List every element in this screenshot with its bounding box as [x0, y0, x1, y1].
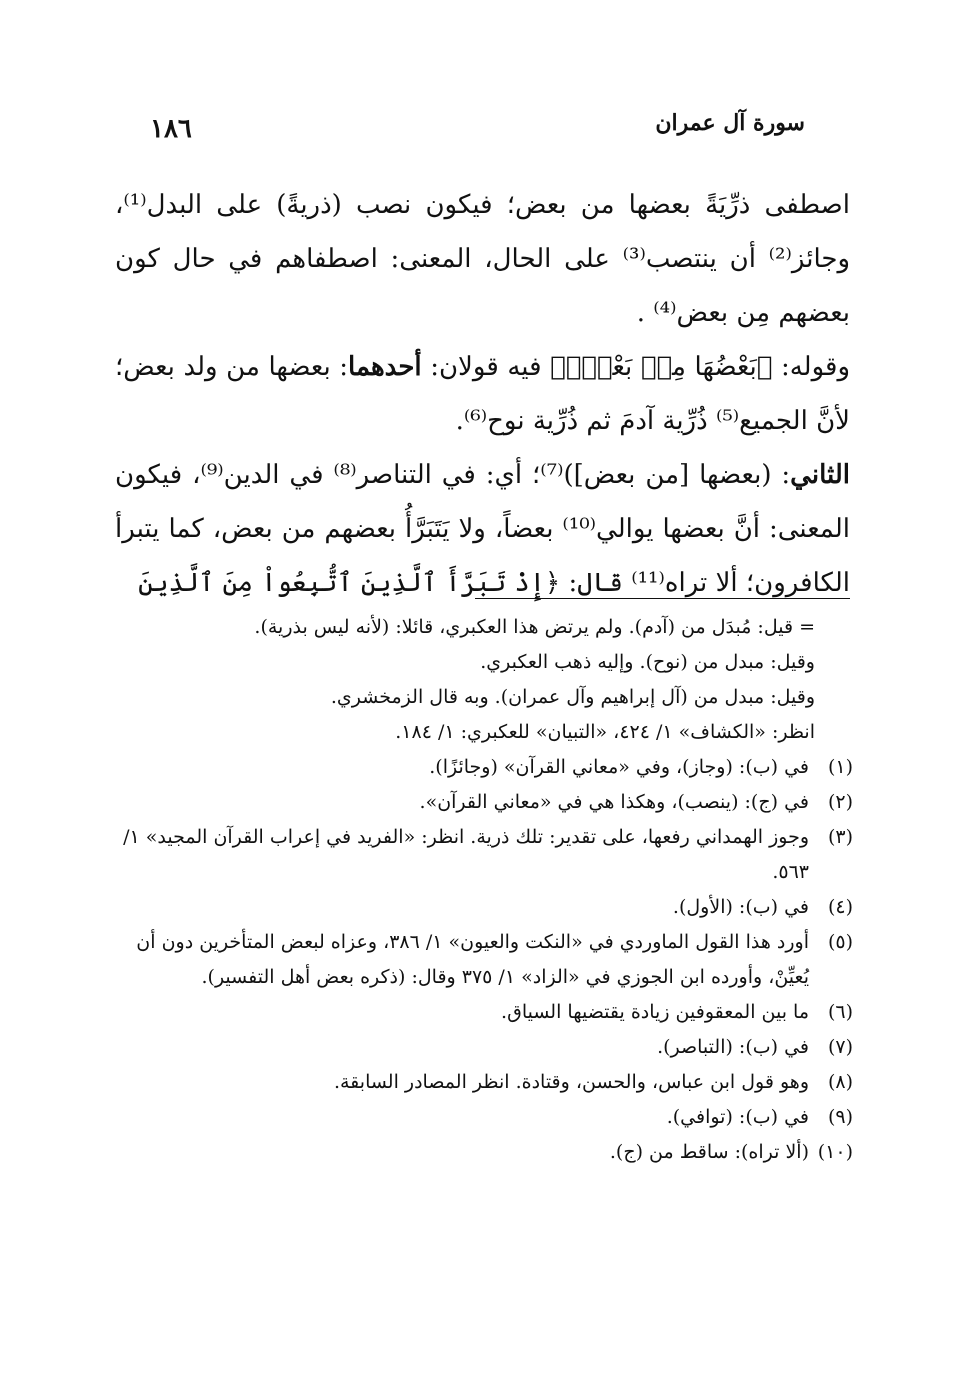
paragraph-2-lead: وقوله: ﴿بَعْضُهَا مِنۢ بَعْضٍۗ﴾ فيه قولان: [430, 352, 850, 382]
footnote [115, 1100, 853, 1135]
first-opinion-label: أحدهما [348, 352, 422, 382]
footnote-text: في (ب): (الأول). [672, 896, 809, 918]
footnote-text: في (ب): (وجاز)، وفي «معاني القرآن» (وجائزًا). [429, 756, 809, 778]
footnote-divider [475, 598, 850, 599]
footnote [115, 1135, 853, 1170]
footnote-number: (٩) [827, 1106, 853, 1128]
footnote-continued-line: وقيل: مبدل من (نوح). وإليه ذهب العكبري. [480, 651, 815, 673]
footnote-text: في (ب): (توافي). [666, 1106, 809, 1128]
footnote-number: (٣) [827, 826, 853, 848]
footnote-number: (٤) [827, 896, 853, 918]
paragraph-2 [115, 340, 850, 448]
footnote-continued-line: وقيل: مبدل من (آل إبراهيم وآل عمران). وبه قال الزمخشري. [330, 686, 815, 708]
paragraph-3 [115, 448, 850, 610]
footnote-text: في (ج): (ينصب)، وهكذا هي في «معاني القرآن». [419, 791, 809, 813]
footnote [115, 750, 853, 785]
footnote-number: (٥) [827, 931, 853, 953]
footnotes [115, 610, 853, 1170]
main-text [115, 178, 850, 610]
footnote-number: (١٠) [817, 1141, 853, 1163]
footnote [115, 1030, 853, 1065]
footnote [115, 890, 853, 925]
footnote-text: (ألا تراه): ساقط من (ج). [609, 1141, 809, 1163]
surah-title: سورة آل عمران [655, 110, 805, 136]
paragraph-2-rest: : بعضها من ولد بعض؛ لأنَّ الجميع⁽⁵⁾ ذُرِّية آدمَ ثم ذُرِّية نوح⁽⁶⁾. [115, 352, 850, 436]
footnote-text: أورد هذا القول الماوردي في «النكت والعيون» ١/ ٣٨٦، وعزاه لبعض المتأخرين دون أن يُعيِّنْ، وأورده ابن الجوزي في «الزاد» ١/ ٣٧٥ وقال: (ذكره بعض أهل التفسير). [136, 931, 809, 988]
footnote-number: (٧) [827, 1036, 853, 1058]
footnote [115, 995, 853, 1030]
footnote-number: (١) [827, 756, 853, 778]
footnote [115, 925, 853, 995]
paragraph-1: اصطفى ذرِّيَةً بعضها من بعض؛ فيكون نصب (ذريةً) على البدل⁽¹⁾، وجائز⁽²⁾ أن ينتصب⁽³⁾ على الحال، المعنى: اصطفاهم في حال كون بعضهم مِن بعض⁽⁴⁾ . [115, 190, 851, 328]
footnote-number: (٦) [827, 1001, 853, 1023]
footnote-continued-line: = قيل: مُبدَل من (آدم). ولم يرتض هذا العكبري، قائلا: (لأنه ليس بذرية). [254, 616, 815, 638]
footnote-text: وهو قول ابن عباس، والحسن، وقتادة. انظر المصادر السابقة. [333, 1071, 809, 1093]
footnote [115, 820, 853, 890]
footnote-text: وجوز الهمداني رفعها، على تقدير: تلك ذرية. انظر: «الفريد في إعراب القرآن المجيد» ١/ ٥٦٣. [123, 826, 809, 883]
footnote-text: في (ب): (التباصر). [657, 1036, 809, 1058]
footnote [115, 1065, 853, 1100]
paragraph-3-rest: : (بعضها [من بعض])⁽⁷⁾؛ أي: في التناصر⁽⁸⁾ في الدين⁽⁹⁾، فيكون المعنى: أنَّ بعضها يوالي⁽¹⁰⁾ بعضاً، ولا يَتَبَرَّأُ بعضهم من بعض، كما يتبرأ الكافرون؛ ألا تراه⁽¹¹⁾ قال: ﴿إِذْ تَبَرَّأَ ٱلَّذِينَ ٱتُّبِعُواْ مِنَ ٱلَّذِينَ [115, 460, 850, 598]
footnote-continued-line: انظر: «الكشاف» ١/ ٤٢٤، «التبيان» للعكبري: ١/ ١٨٤. [395, 721, 815, 743]
second-opinion-label: الثاني [790, 460, 850, 490]
footnote-number: (٨) [827, 1071, 853, 1093]
page-number: ١٨٦ [150, 114, 192, 144]
footnote [115, 785, 853, 820]
footnote-number: (٢) [827, 791, 853, 813]
footnote-text: ما بين المعقوفين زيادة يقتضيها السياق. [501, 1001, 809, 1023]
page-header [110, 100, 865, 150]
